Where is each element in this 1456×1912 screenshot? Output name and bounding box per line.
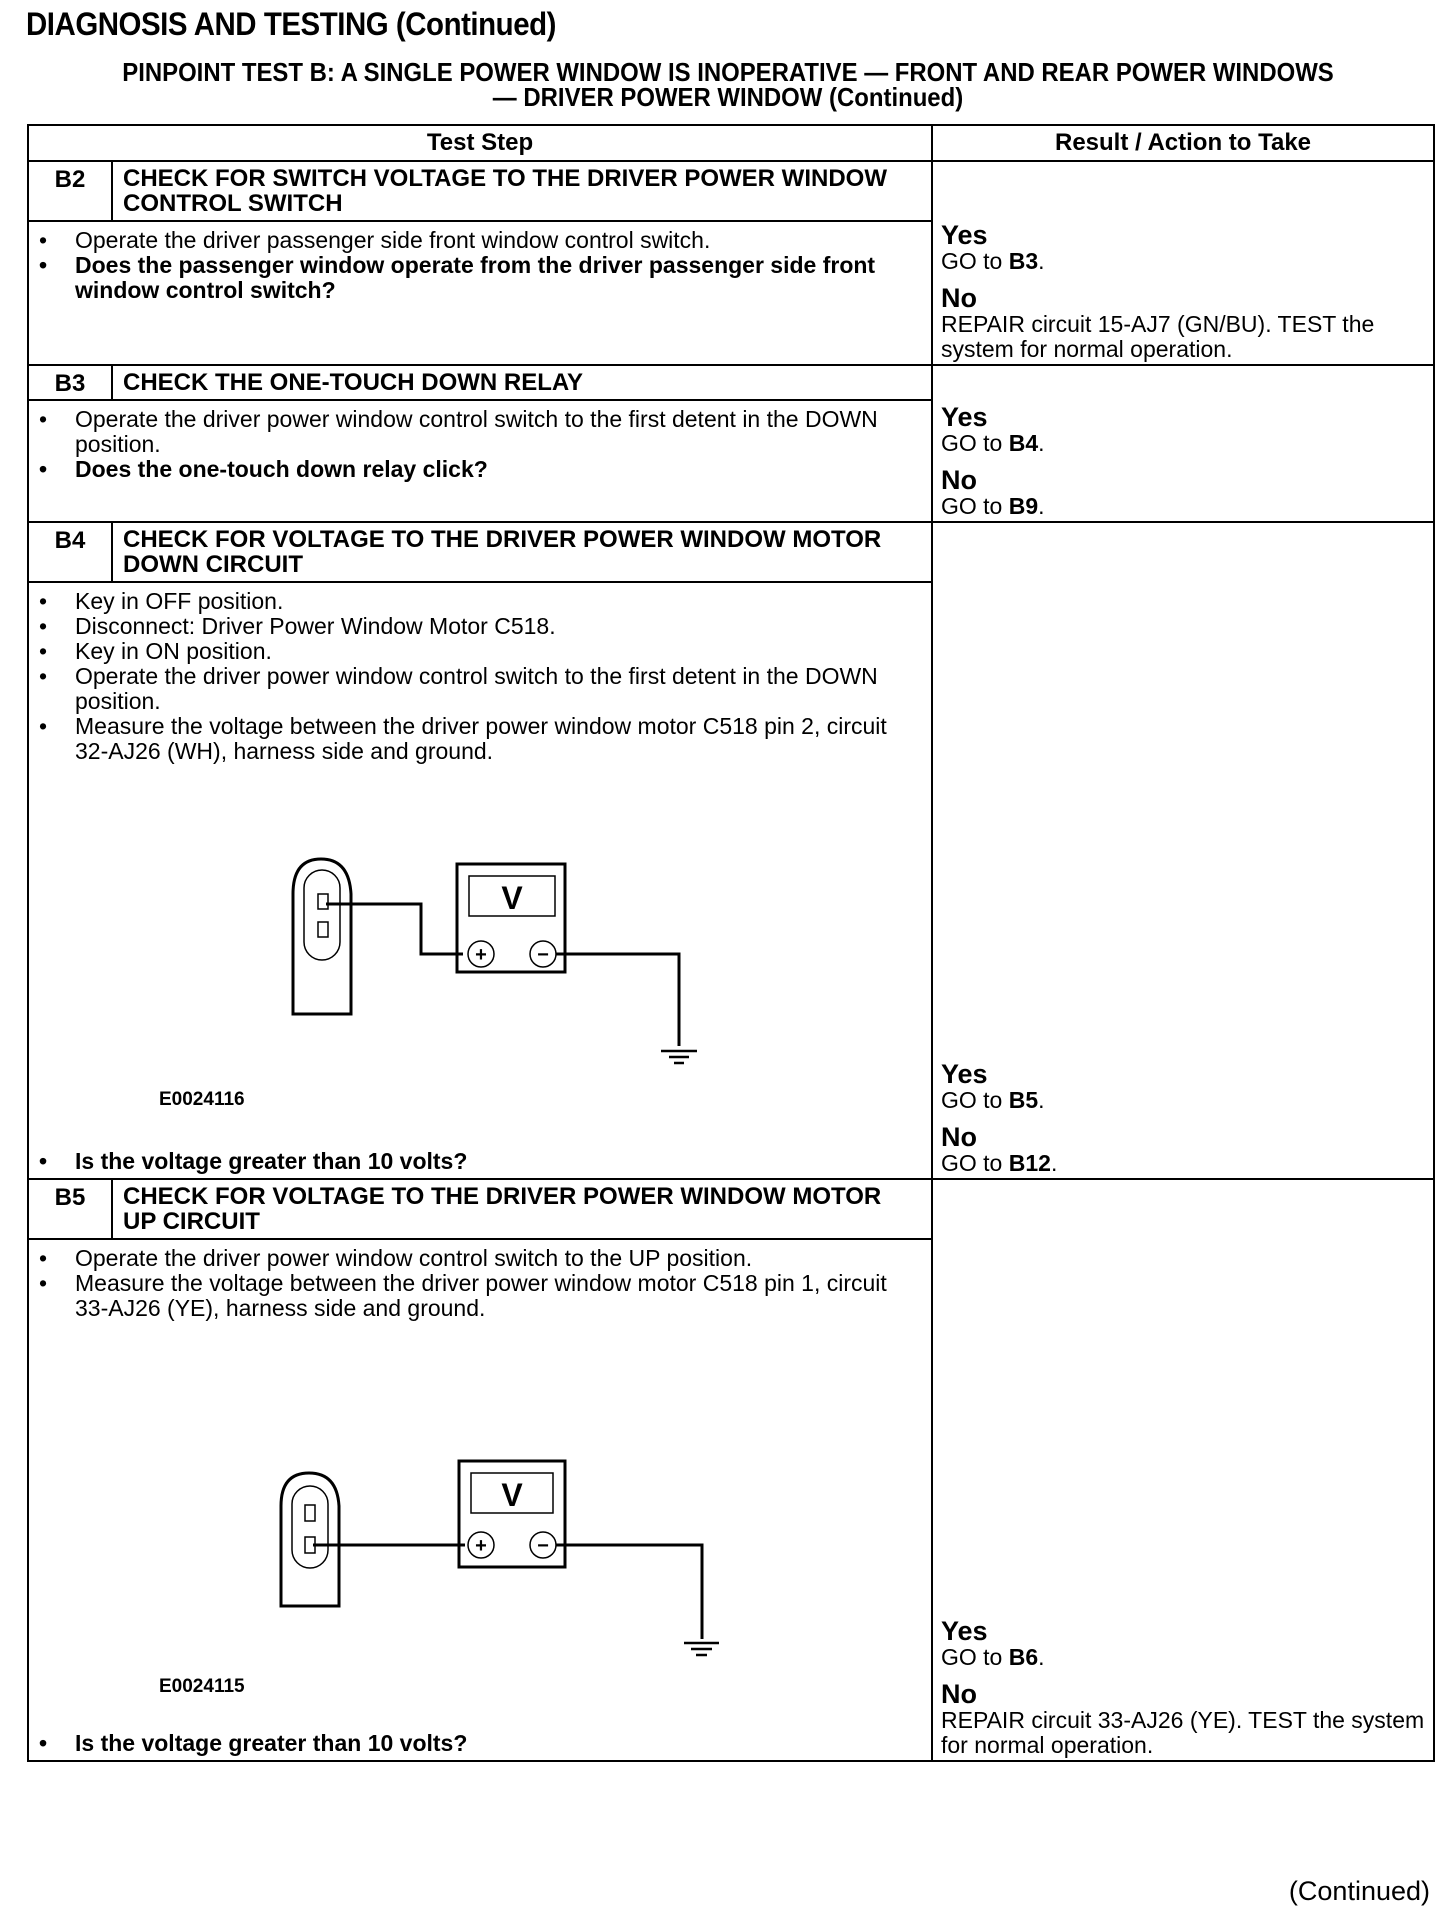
action-suffix: .: [1038, 493, 1045, 519]
no-action: REPAIR circuit 33-AJ26 (YE). TEST the system for normal operation.: [941, 1707, 1425, 1758]
goto-link[interactable]: B6: [1008, 1644, 1039, 1670]
no-action: REPAIR circuit 15-AJ7 (GN/BU). TEST the system for normal operation.: [941, 311, 1375, 362]
action-text: GO to: [941, 248, 1009, 274]
connector-inner: [292, 1486, 328, 1568]
action-suffix: .: [1038, 1087, 1045, 1113]
yes-action: [941, 1088, 1425, 1113]
connector-pin-2: [318, 894, 328, 909]
probe-wire-positive: [326, 904, 463, 954]
step-heading: CHECK FOR VOLTAGE TO THE DRIVER POWER WINDOW MOTOR UP CIRCUIT: [112, 1179, 932, 1239]
plus-icon: +: [475, 1535, 487, 1557]
connector-pin-2: [305, 1505, 315, 1521]
action-suffix: .: [1038, 430, 1045, 456]
step-question: • Is the voltage greater than 10 volts?: [65, 1731, 921, 1756]
header-result: Result / Action to Take: [932, 125, 1434, 161]
pinpoint-test-table: [27, 124, 1435, 1762]
action-text: GO to: [941, 430, 1009, 456]
yes-action: [941, 431, 1425, 456]
connector-inner: [304, 870, 340, 960]
result-cell: [932, 161, 1434, 365]
circuit-diagram: [29, 764, 929, 1119]
step-question: • Does the passenger window operate from the driver passenger side front window control switch?: [65, 253, 921, 303]
action-text: GO to: [941, 1150, 1009, 1176]
step-heading: CHECK THE ONE-TOUCH DOWN RELAY: [112, 365, 932, 400]
result-cell: [932, 1179, 1434, 1761]
page-title: DIAGNOSIS AND TESTING (Continued): [26, 6, 556, 42]
step-bullet: • Key in OFF position.: [65, 589, 921, 614]
step-heading-row: [28, 1179, 1434, 1239]
no-action: [941, 1151, 1425, 1176]
step-body: [28, 221, 932, 365]
step-body: [28, 400, 932, 522]
ground-symbol: [661, 1051, 697, 1063]
table-header-row: [28, 125, 1434, 161]
minus-icon: −: [537, 944, 549, 966]
action-text: GO to: [941, 1087, 1009, 1113]
figure-id: E0024116: [159, 1089, 245, 1110]
ground-symbol: [684, 1643, 719, 1655]
action-suffix: .: [1050, 1150, 1058, 1176]
step-heading: CHECK FOR SWITCH VOLTAGE TO THE DRIVER POWER WINDOW CONTROL SWITCH: [112, 161, 932, 221]
step-bullet: • Operate the driver power window control switch to the first detent in the DOWN position.: [65, 664, 921, 714]
pinpoint-test-title: PINPOINT TEST B: A SINGLE POWER WINDOW IS INOPERATIVE — FRONT AND REAR POWER WINDOWS — DRIVER POWER WINDOW (Continued): [122, 57, 1334, 112]
step-bullet: • Operate the driver power window control switch to the UP position.: [65, 1246, 921, 1271]
connector-body: [281, 1473, 339, 1606]
step-heading: CHECK FOR VOLTAGE TO THE DRIVER POWER WINDOW MOTOR DOWN CIRCUIT: [112, 522, 932, 582]
step-bullet: • Disconnect: Driver Power Window Motor C518.: [65, 614, 921, 639]
step-bullet: • Measure the voltage between the driver power window motor C518 pin 2, circuit 32-AJ26 (WH), harness side and ground.: [65, 714, 921, 764]
action-text: GO to: [941, 493, 1009, 519]
no-label: No: [941, 1679, 977, 1709]
step-heading-row: [28, 161, 1434, 221]
result-cell: [932, 365, 1434, 522]
step-bullet: • Operate the driver passenger side front window control switch.: [65, 228, 921, 253]
goto-link[interactable]: B4: [1008, 430, 1039, 456]
step-question: • Is the voltage greater than 10 volts?: [65, 1149, 921, 1174]
action-suffix: .: [1038, 248, 1045, 274]
minus-icon: −: [537, 1535, 549, 1557]
action-text: GO to: [941, 1644, 1009, 1670]
step-heading-row: [28, 365, 1434, 400]
ground-wire: [556, 954, 679, 1046]
goto-link[interactable]: B12: [1008, 1150, 1051, 1176]
action-suffix: .: [1038, 1644, 1045, 1670]
header-test-step: Test Step: [28, 125, 932, 161]
step-body: [28, 582, 932, 1179]
yes-action: [941, 249, 1425, 274]
yes-action: [941, 1645, 1425, 1670]
ground-wire: [556, 1545, 702, 1639]
step-body: [28, 1239, 932, 1761]
step-heading-row: [28, 522, 1434, 582]
no-label: No: [941, 465, 977, 495]
step-id: B5: [28, 1179, 112, 1239]
step-bullet: • Key in ON position.: [65, 639, 921, 664]
step-id: B4: [28, 522, 112, 582]
goto-link[interactable]: B3: [1008, 248, 1039, 274]
connector-pin-1: [318, 922, 328, 937]
no-label: No: [941, 1122, 977, 1152]
step-question: • Does the one-touch down relay click?: [65, 457, 921, 482]
yes-label: Yes: [941, 1059, 988, 1089]
step-bullet: • Measure the voltage between the driver power window motor C518 pin 1, circuit 33-AJ26 (YE), harness side and ground.: [65, 1271, 921, 1321]
result-cell: [932, 522, 1434, 1179]
meter-label: V: [501, 1477, 523, 1513]
voltmeter-diagram: [29, 764, 931, 1119]
step-id: B2: [28, 161, 112, 221]
meter-label: V: [501, 880, 523, 916]
yes-label: Yes: [941, 402, 988, 432]
voltmeter-diagram: [29, 1321, 931, 1701]
step-bullet: • Operate the driver power window control switch to the first detent in the DOWN position.: [65, 407, 921, 457]
no-label: No: [941, 283, 977, 313]
plus-icon: +: [475, 944, 487, 966]
circuit-diagram: [29, 1321, 929, 1701]
step-id: B3: [28, 365, 112, 400]
no-action: [941, 494, 1425, 519]
figure-id: E0024115: [159, 1676, 245, 1697]
goto-link[interactable]: B5: [1008, 1087, 1039, 1113]
yes-label: Yes: [941, 220, 988, 250]
goto-link[interactable]: B9: [1008, 493, 1039, 519]
yes-label: Yes: [941, 1616, 988, 1646]
continued-note: (Continued): [1288, 1876, 1430, 1906]
